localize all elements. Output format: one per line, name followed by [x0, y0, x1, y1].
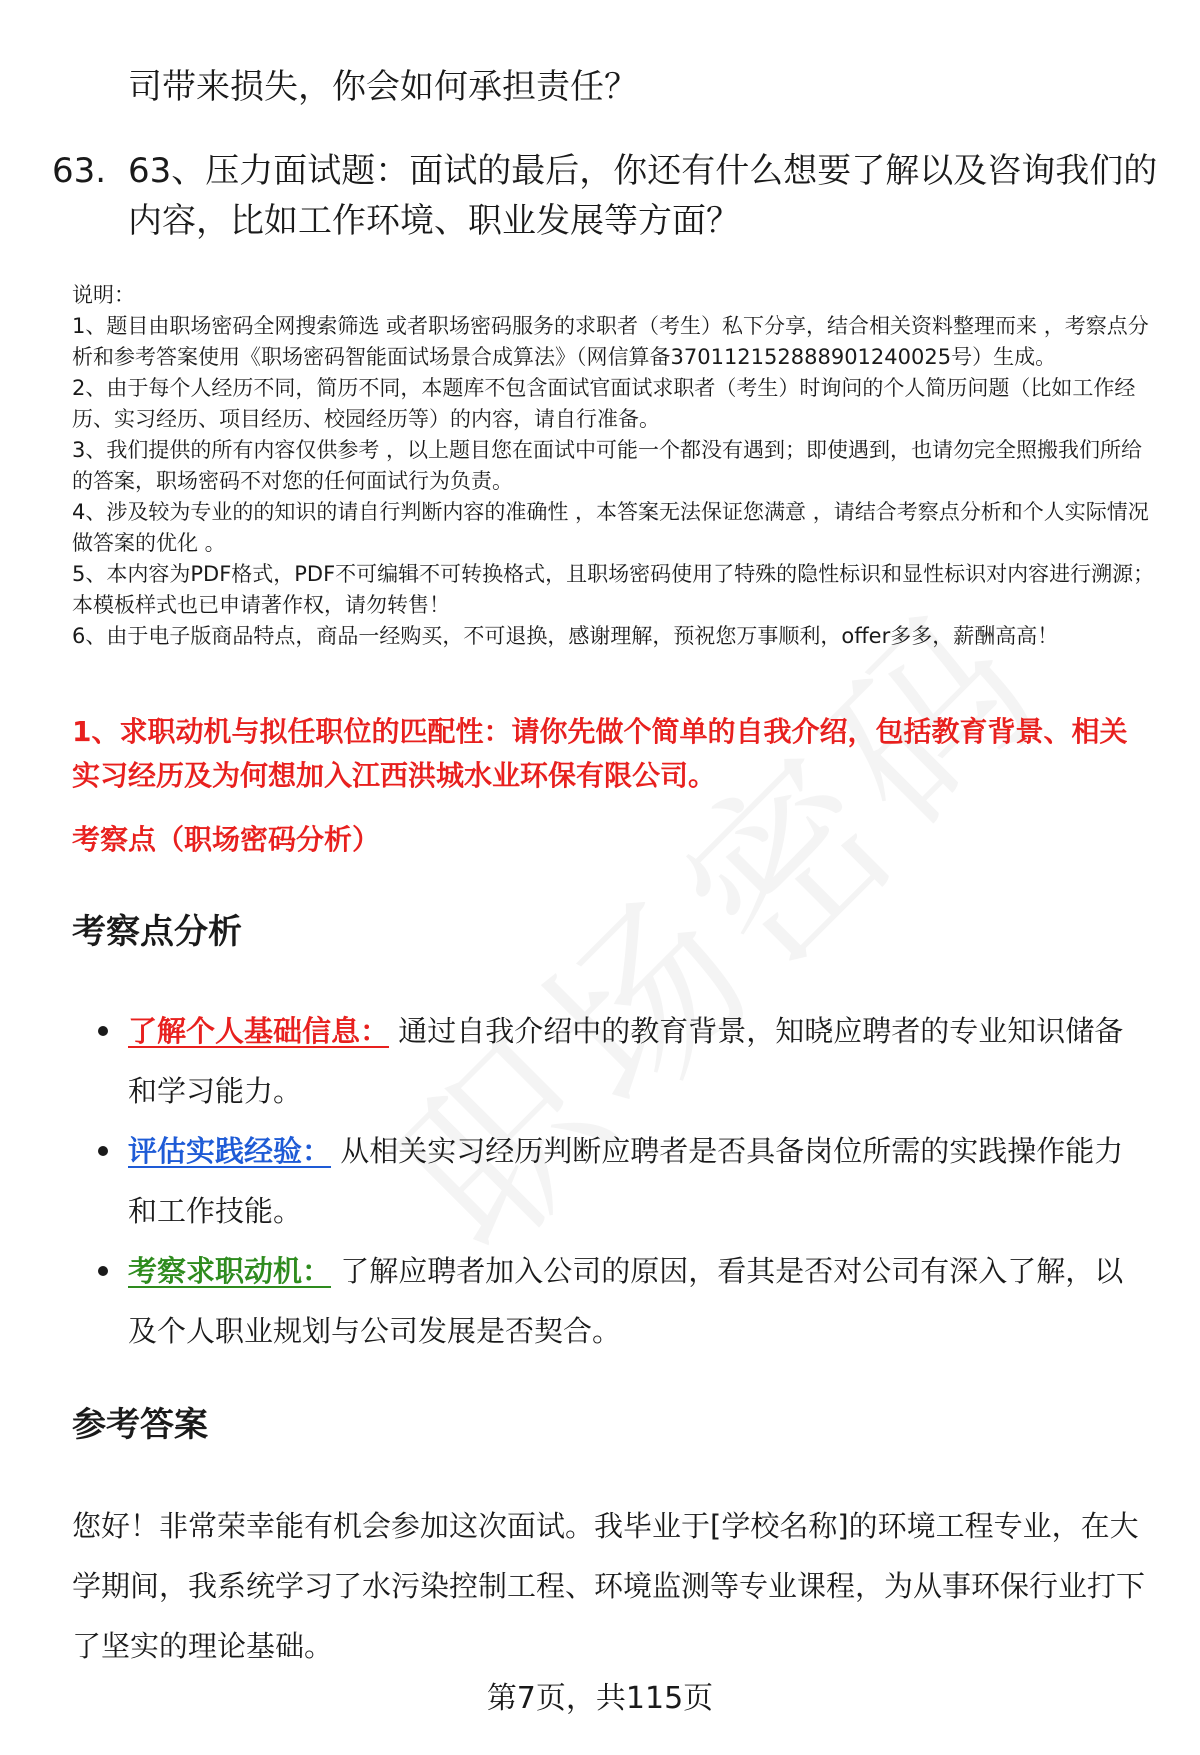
- analysis-keyword: 考察求职动机：: [128, 1254, 332, 1288]
- analysis-subheading: 考察点（职场密码分析）: [72, 823, 381, 856]
- analysis-point: [0, 1121, 1200, 1241]
- analysis-text: 通过自我介绍中的教育背景，知晓应聘者的专业知识储备和学习能力。: [128, 1014, 1124, 1108]
- analysis-text: 了解应聘者加入公司的原因，看其是否对公司有深入了解，以及个人职业规划与公司发展是否契合。: [128, 1254, 1124, 1348]
- notes-item: 6、由于电子版商品特点，商品一经购买，不可退换，感谢理解，预祝您万事顺利，offer多多，薪酬高高！: [72, 624, 1059, 648]
- page-footer: 第7页，共115页: [486, 1681, 714, 1716]
- question-continuation: 司带来损失，你会如何承担责任？: [128, 67, 638, 107]
- notes-item: 2、由于每个人经历不同，简历不同，本题库不包含面试官面试求职者（考生）时询问的个人简历问题（比如工作经历、实习经历、项目经历、校园经历等）的内容，请自行准备。: [72, 376, 1136, 431]
- analysis-point: [0, 1241, 1200, 1361]
- analysis-text: 从相关实习经历判断应聘者是否具备岗位所需的实践操作能力和工作技能。: [128, 1134, 1124, 1228]
- answer-heading: 参考答案: [72, 1405, 208, 1445]
- analysis-heading: 考察点分析: [72, 912, 242, 952]
- question-1-heading: 1、求职动机与拟任职位的匹配性：请你先做个简单的自我介绍，包括教育背景、相关实习经历及为何想加入江西洪城水业环保有限公司。: [72, 715, 1128, 792]
- notes-item: 1、题目由职场密码全网搜索筛选 或者职场密码服务的求职者（考生）私下分享，结合相关资料整理而来 ，考察点分析和参考答案使用《职场密码智能面试场景合成算法》（网信算备370112152888901240025号）生成。: [72, 314, 1149, 369]
- bullet-dot-icon: [98, 1146, 108, 1156]
- bullet-dot-icon: [98, 1266, 108, 1276]
- question-63-number: 63.: [52, 151, 107, 191]
- notes-item: 5、本内容为PDF格式，PDF不可编辑不可转换格式，且职场密码使用了特殊的隐性标识和显性标识对内容进行溯源；本模板样式也已申请著作权，请勿转售！: [72, 562, 1155, 617]
- bullet-dot-icon: [98, 1026, 108, 1036]
- notes-block: [72, 280, 1162, 652]
- analysis-keyword: 评估实践经验：: [128, 1134, 332, 1168]
- question-63-text: 63、压力面试题：面试的最后，你还有什么想要了解以及咨询我们的内容，比如工作环境、职业发展等方面？: [128, 151, 1158, 241]
- notes-title: 说明：: [72, 283, 135, 307]
- analysis-keyword: 了解个人基础信息：: [128, 1014, 390, 1048]
- analysis-point: [0, 1001, 1200, 1121]
- notes-item: 3、我们提供的所有内容仅供参考 ，以上题目您在面试中可能一个都没有遇到；即使遇到，也请勿完全照搬我们所给的答案，职场密码不对您的任何面试行为负责。: [72, 438, 1143, 493]
- analysis-list: [0, 1001, 1200, 1361]
- notes-item: 4、涉及较为专业的的知识的请自行判断内容的准确性 ，本答案无法保证您满意 ，请结合考察点分析和个人实际情况做答案的优化 。: [72, 500, 1149, 555]
- answer-text: 您好！非常荣幸能有机会参加这次面试。我毕业于[学校名称]的环境工程专业，在大学期间，我系统学习了水污染控制工程、环境监测等专业课程，为从事环保行业打下了坚实的理论基础。: [72, 1509, 1146, 1663]
